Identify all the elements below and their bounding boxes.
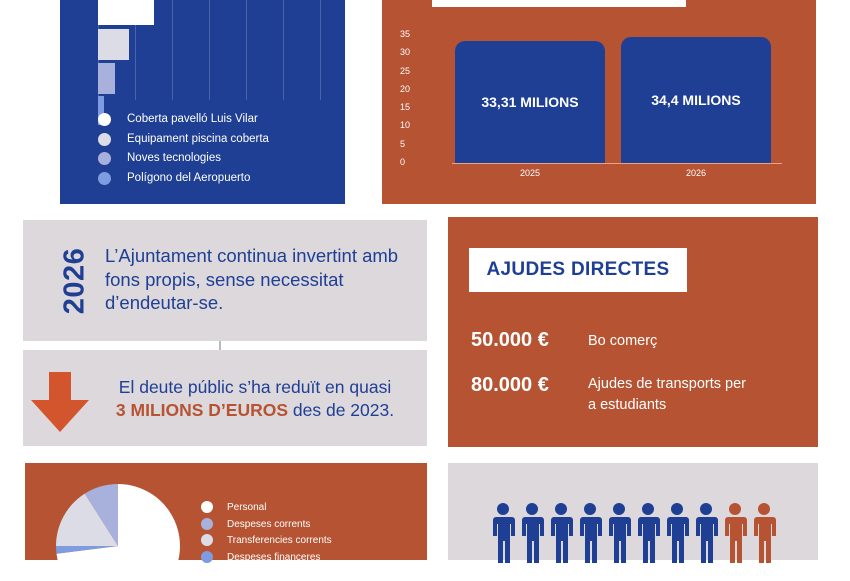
year-label-vertical [56,238,94,323]
legend-label: Polígono del Aeropuerto [127,172,251,184]
legend-dot [98,172,111,185]
budget-x-axis-line [452,163,782,164]
legend-dot [98,113,111,126]
aid-amount-bo-comerc: 50.000 € [471,329,549,351]
aid-amount-transports: 80.000 € [471,374,549,396]
debt-amount-highlight: 3 MILIONS D’EUROS [115,400,289,420]
person-icon [664,503,690,563]
panel-connector [219,341,221,350]
gridline [283,0,284,100]
debt-reduction-text [97,376,413,422]
gridline [320,0,321,100]
x-tick-label: 2026 [685,168,707,178]
legend-label: Equipament piscina coberta [127,133,269,145]
person-icon [548,503,574,563]
y-tick-label: 10 [400,120,411,131]
legend-label: Transferencies corrents [227,534,332,546]
person-icon [722,503,748,563]
budget-bar-2025: 33,31 MILIONS [455,41,605,163]
budget-bar-2026: 34,4 MILIONS [621,37,771,163]
bar-3 [98,63,115,94]
y-tick-label: 35 [400,29,411,39]
pie-legend-despeses-financeres [201,550,320,564]
y-tick-label: 20 [400,83,411,94]
year-text: 2026 [58,247,91,314]
budget-title-box [432,0,686,7]
person-icon [693,503,719,563]
down-arrow-icon [31,372,89,432]
pie-legend-personal [201,500,266,514]
person-icon [635,503,661,563]
legend-item-coberta-pavello [98,110,258,128]
legend-dot [98,133,111,146]
person-icon [606,503,632,563]
y-tick-label: 15 [400,102,411,113]
legend-label: Personal [227,501,267,513]
investment-statement-panel [23,220,427,341]
legend-item-poligono-aeropuerto [98,169,250,187]
x-tick-label: 2025 [519,168,541,178]
gridline [209,0,210,100]
bar-2 [98,29,129,60]
gridline [172,0,173,100]
pie-legend-transferencies [201,533,332,547]
debt-text-before: El deute públic s’ha reduït en quasi [118,377,392,397]
legend-dot [201,518,213,530]
expenses-panel [25,463,427,563]
legend-dot [201,501,213,513]
person-icon [751,503,777,563]
expenses-pie-chart [53,471,183,581]
investment-statement-text: L’Ajuntament continua invertint amb fons propis, sense necessitat d’endeutar-se. [105,245,399,313]
investments-panel [60,0,345,204]
aid-label-bo-comerc: Bo comerç [588,333,658,349]
people-panel [448,463,818,560]
direct-aid-title-box [469,248,687,292]
y-tick-label: 30 [400,47,411,58]
legend-dot [201,534,213,546]
gridline [246,0,247,100]
legend-item-piscina-coberta [98,130,269,148]
y-tick-label: 5 [400,138,406,149]
debt-panel [23,350,427,446]
person-icon [490,503,516,563]
legend-label: Coberta pavelló Luis Vilar [127,113,258,125]
direct-aid-panel [448,217,818,447]
direct-aid-title: AJUDES DIRECTES [486,259,670,280]
legend-label: Despeses financeres [227,551,321,563]
y-tick-label: 0 [400,157,406,167]
person-icon [577,503,603,563]
debt-text-after: des de 2023. [288,400,395,420]
bar-1 [98,0,154,25]
person-icon [519,503,545,563]
budget-panel [382,0,816,204]
aid-label-transports: Ajudes de transports per a estudiants [588,376,746,413]
legend-dot [98,152,111,165]
legend-item-noves-tecnologies [98,149,221,167]
y-tick-label: 25 [400,65,411,76]
legend-label: Noves tecnologies [127,152,221,164]
legend-dot [201,551,213,563]
pie-legend-despeses-corrents [201,517,310,531]
legend-label: Despeses corrents [227,518,311,530]
